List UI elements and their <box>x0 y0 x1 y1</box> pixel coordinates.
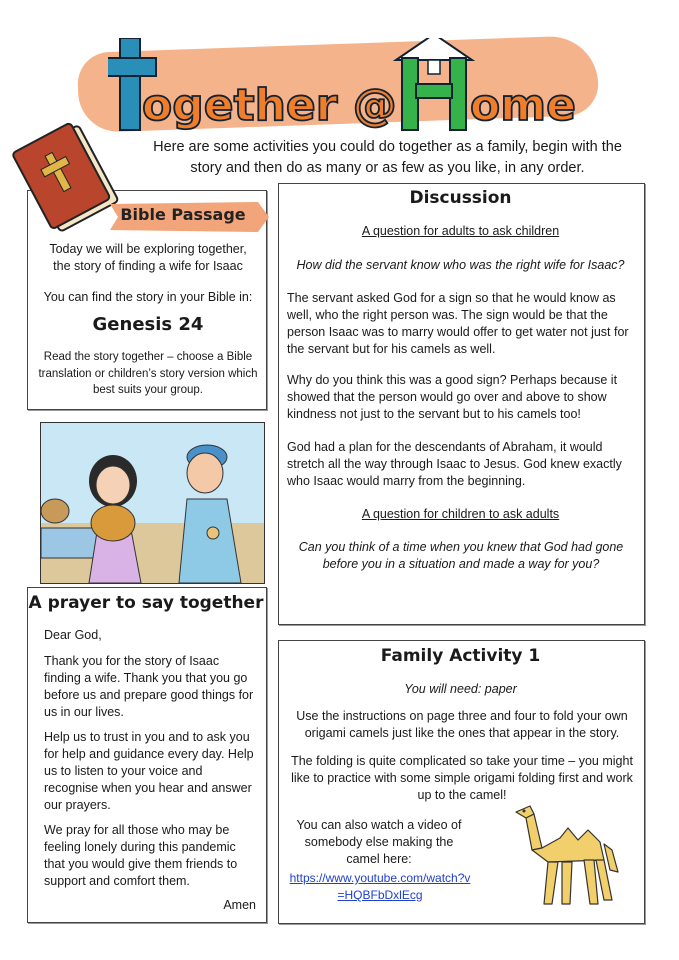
bible-passage-line3: Read the story together – choose a Bible translation or children’s story version which best suits your group. <box>38 351 258 396</box>
prayer-closing: Amen <box>223 898 256 912</box>
title-right-text: ome <box>470 80 576 131</box>
house-icon <box>396 38 472 130</box>
family-activity-heading: Family Activity 1 <box>380 646 541 666</box>
discussion-paragraph2: Why do you think this was a good sign? Perhaps because it showed that the person would go over and above to show kindness not just to the servant but to his camels too! <box>287 373 618 421</box>
video-link-line2[interactable]: =HQBFbDxlEcg <box>337 888 423 902</box>
discussion-question1-label: A question for adults to ask children <box>361 224 560 238</box>
bible-passage-heading: Bible Passage <box>120 205 246 224</box>
prayer-paragraph3: We pray for all those who may be feeling lonely during this pandemic that you would give them friends to support and comfort them. <box>44 823 238 888</box>
prayer-paragraph2: Help us to trust in you and to ask you for help and guidance every day. Help us to listen to your voice and recognise when you hear and answer our prayers. <box>44 730 254 812</box>
prayer-paragraph1: Thank you for the story of Isaac finding a wife. Thank you that you go before us and prepare good things for us in our lives. <box>44 654 254 719</box>
prayer-greeting: Dear God, <box>44 628 102 642</box>
activity-materials: You will need: paper <box>404 682 517 696</box>
intro-text: Here are some activities you could do together as a family, begin with the story and then do as many or as few as you like, in any order. <box>153 139 622 176</box>
bible-reference: Genesis 24 <box>92 314 204 335</box>
discussion-question2: Can you think of a time when you knew that God had gone before you in a situation and made a way for you? <box>298 540 624 571</box>
bible-passage-line1: Today we will be exploring together, the story of finding a wife for Isaac <box>49 242 247 273</box>
activity-paragraph3: You can also watch a video of somebody else making the camel here: <box>296 818 462 866</box>
discussion-paragraph1: The servant asked God for a sign so that he would know as well, who the right person was. The sign would be that the person Isaac was to marry would offer to get water not just for the servant but for his camels as well. <box>287 291 629 356</box>
discussion-paragraph3: God had a plan for the descendants of Abraham, it would stretch all the way through Isaac to Jesus. God knew exactly who Isaac would marry from the beginning. <box>287 440 622 488</box>
discussion-question2-label: A question for children to ask adults <box>361 507 560 521</box>
activity-paragraph2: The folding is quite complicated so take your time – you might like to practice with some simple origami folding first and work up to the camel! <box>291 754 633 802</box>
title-left-text: ogether @ <box>142 80 397 131</box>
title-logo <box>108 38 588 138</box>
story-illustration <box>40 422 265 584</box>
bible-passage-line2: You can find the story in your Bible in: <box>43 290 253 304</box>
activity-paragraph1: Use the instructions on page three and four to fold your own origami camels just like the ones that appear in the story. <box>296 709 628 740</box>
origami-camel-icon <box>508 800 628 910</box>
discussion-heading: Discussion <box>409 188 512 208</box>
discussion-question1: How did the servant know who was the right wife for Isaac? <box>296 258 625 272</box>
video-link[interactable] <box>280 870 480 904</box>
video-link-line1[interactable]: https://www.youtube.com/watch?v <box>289 871 471 885</box>
prayer-heading: A prayer to say together <box>28 593 264 613</box>
